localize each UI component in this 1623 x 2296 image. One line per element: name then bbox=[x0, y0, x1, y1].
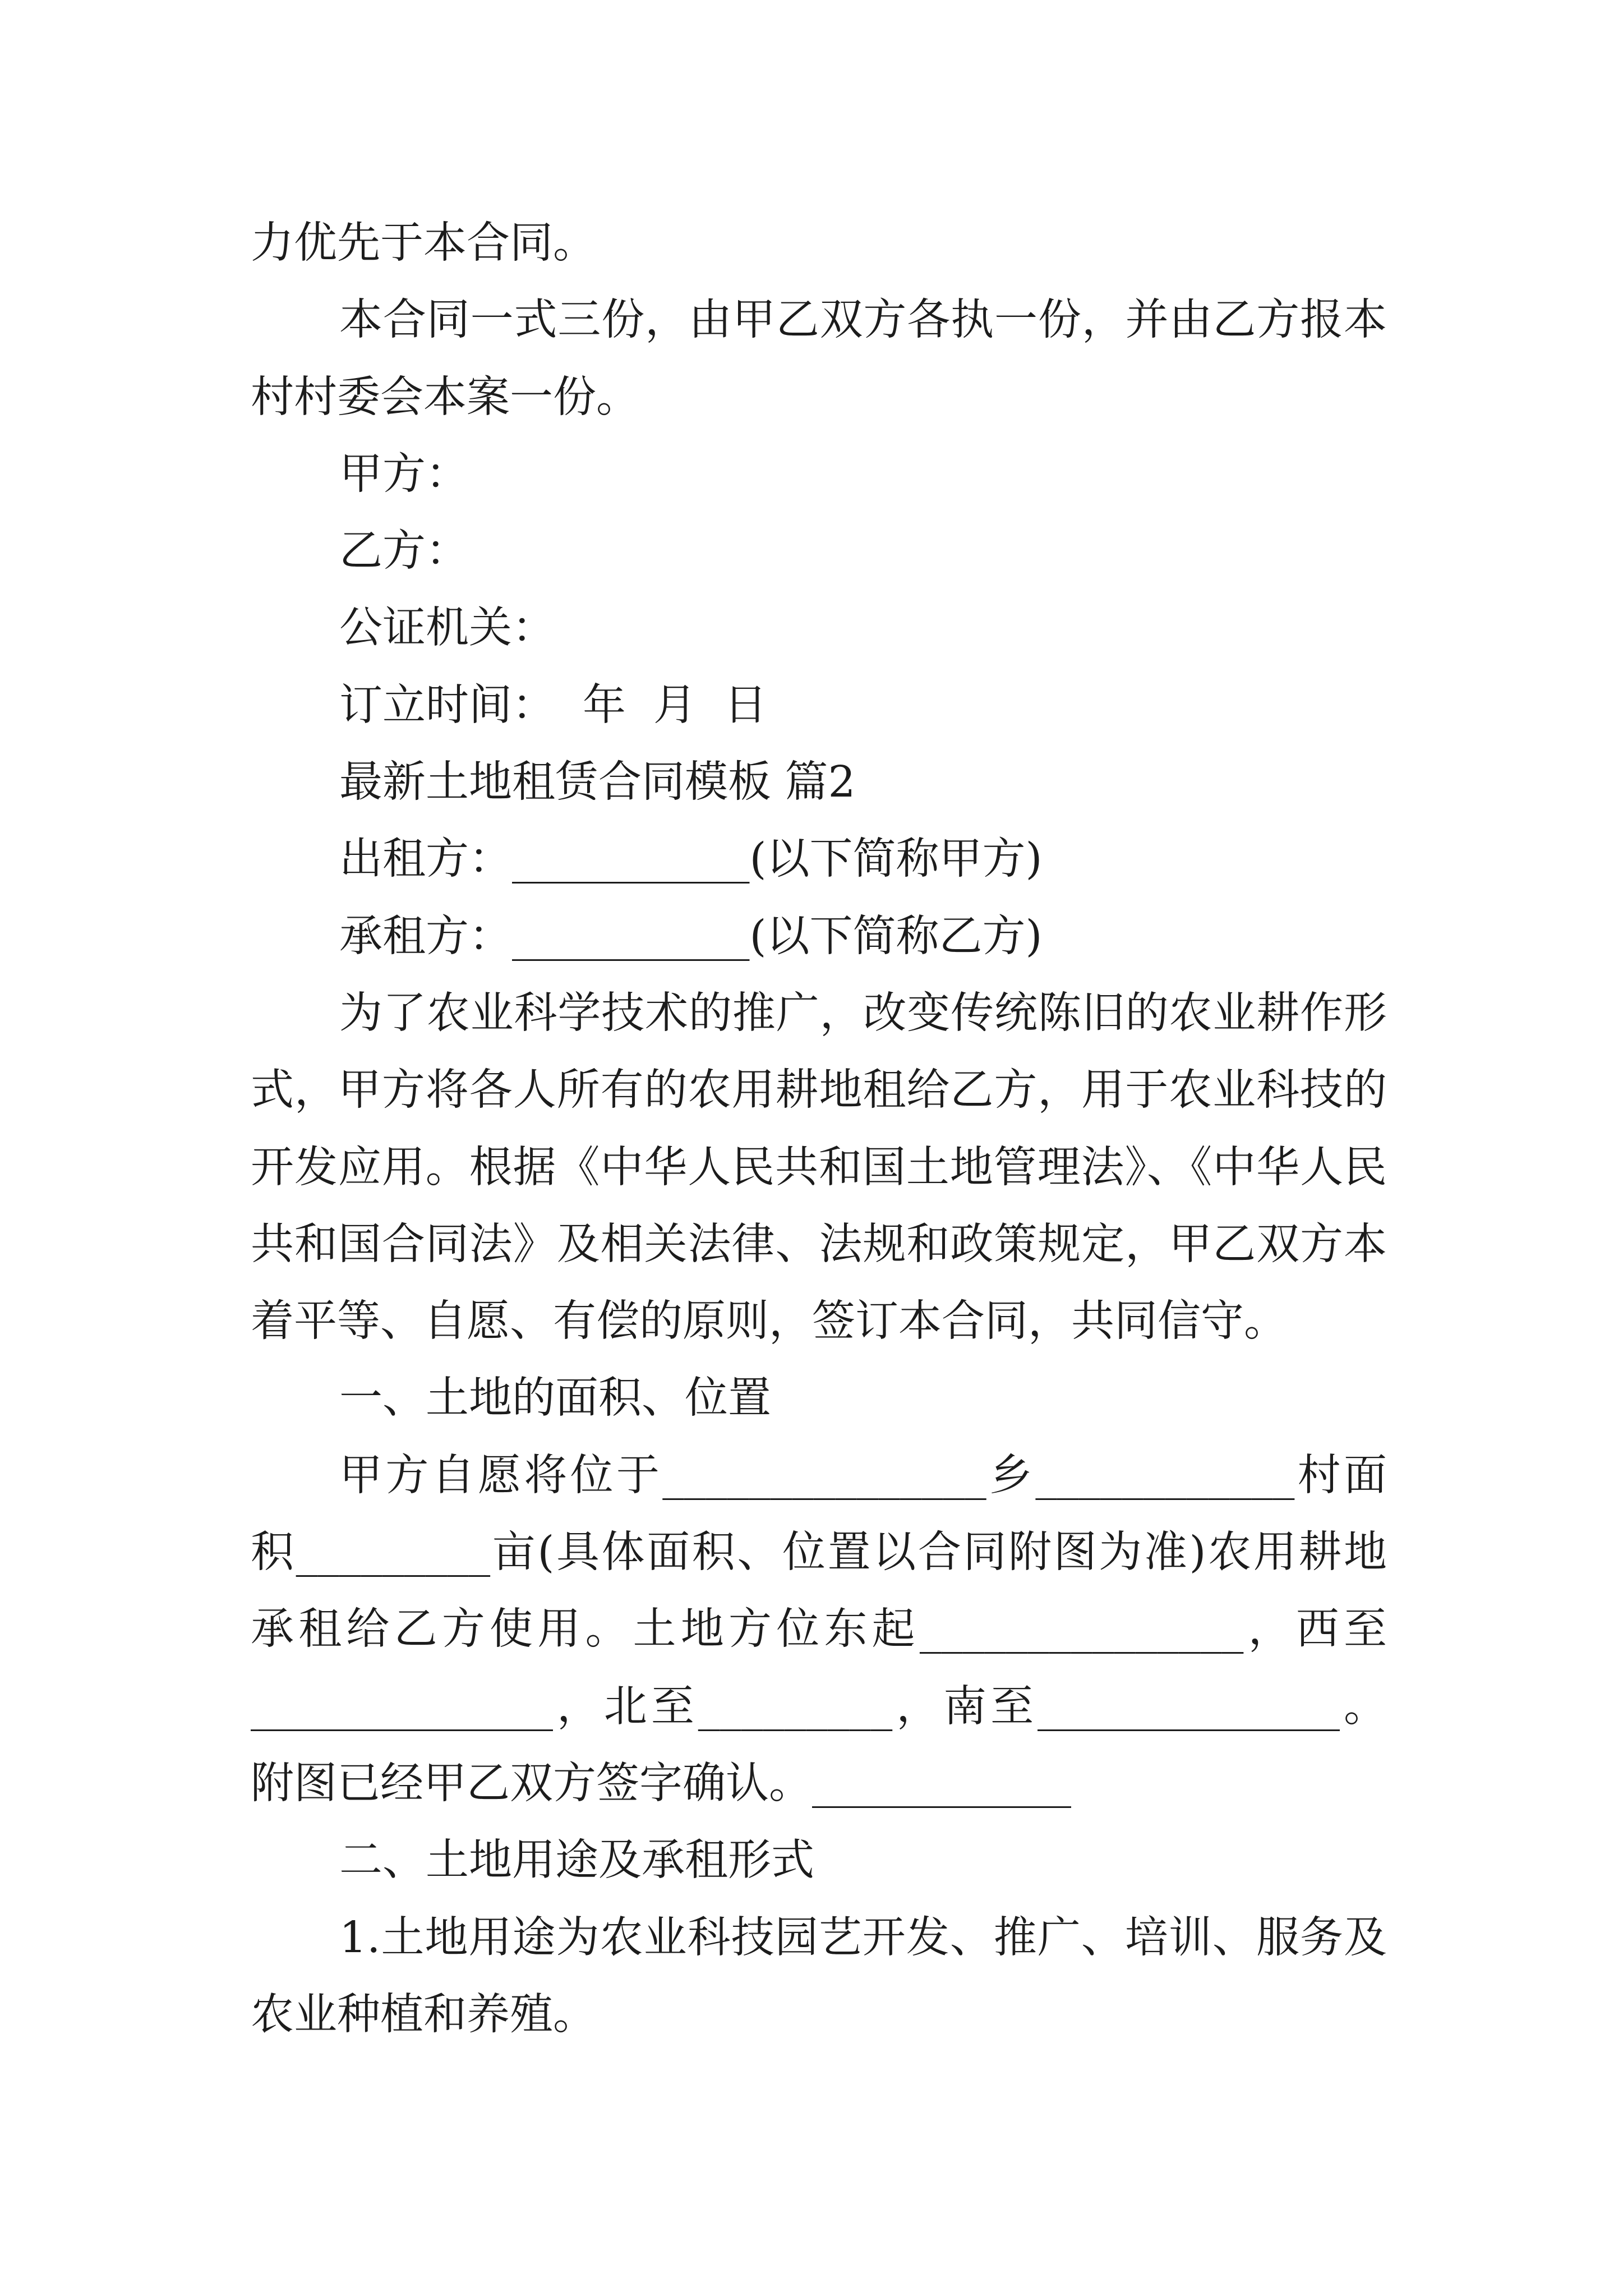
preamble-line-4: 共和国合同法》及相关法律、法规和政策规定，甲乙双方本 bbox=[251, 1219, 1387, 1269]
section-2-heading: 二、土地用途及承租形式 bbox=[339, 1835, 814, 1886]
section-1-line-1: 甲方自愿将位于_______________乡____________村面 bbox=[339, 1450, 1387, 1501]
section-1-line-4: ______________，北至_________，南至______________。 bbox=[251, 1681, 1387, 1732]
preamble-line-1: 为了农业科学技术的推广，改变传统陈旧的农业耕作形 bbox=[339, 988, 1387, 1038]
document-body bbox=[251, 205, 1387, 2053]
lessee-line: 承租方：___________(以下简称乙方) bbox=[339, 911, 1043, 961]
party-a-signature-label: 甲方： bbox=[339, 449, 469, 499]
section-1-line-5: 附图已经甲乙双方签字确认。____________ bbox=[251, 1758, 1071, 1809]
section-1-line-2: 积_________亩(具体面积、位置以合同附图为准)农用耕地 bbox=[251, 1527, 1387, 1578]
section-2-item-1-line-1: 1.土地用途为农业科技园艺开发、推广、培训、服务及 bbox=[339, 1912, 1387, 1963]
section-1-heading: 一、土地的面积、位置 bbox=[339, 1373, 771, 1424]
signing-date-line: 订立时间： 年 月 日 bbox=[339, 680, 767, 730]
preamble-line-2: 式，甲方将各人所有的农用耕地租给乙方，用于农业科技的 bbox=[251, 1065, 1387, 1116]
previous-contract-tail-line: 力优先于本合同。 bbox=[251, 218, 596, 268]
preamble-line-5: 着平等、自愿、有偿的原则，签订本合同，共同信守。 bbox=[251, 1296, 1287, 1347]
copies-clause-line-2: 村村委会本案一份。 bbox=[251, 372, 639, 422]
lessor-line: 出租方：___________(以下简称甲方) bbox=[339, 834, 1043, 885]
copies-clause-line-1: 本合同一式三份，由甲乙双方各执一份，并由乙方报本 bbox=[339, 295, 1387, 346]
notary-label: 公证机关： bbox=[339, 603, 555, 654]
contract-title: 最新土地租赁合同模板 篇2 bbox=[339, 757, 856, 808]
preamble-line-3: 开发应用。根据《中华人民共和国土地管理法》、《中华人民 bbox=[251, 1142, 1387, 1193]
party-b-signature-label: 乙方： bbox=[339, 526, 469, 577]
section-1-line-3: 承租给乙方使用。土地方位东起_______________，西至 bbox=[251, 1604, 1387, 1655]
section-2-item-1-line-2: 农业种植和养殖。 bbox=[251, 1989, 596, 2040]
